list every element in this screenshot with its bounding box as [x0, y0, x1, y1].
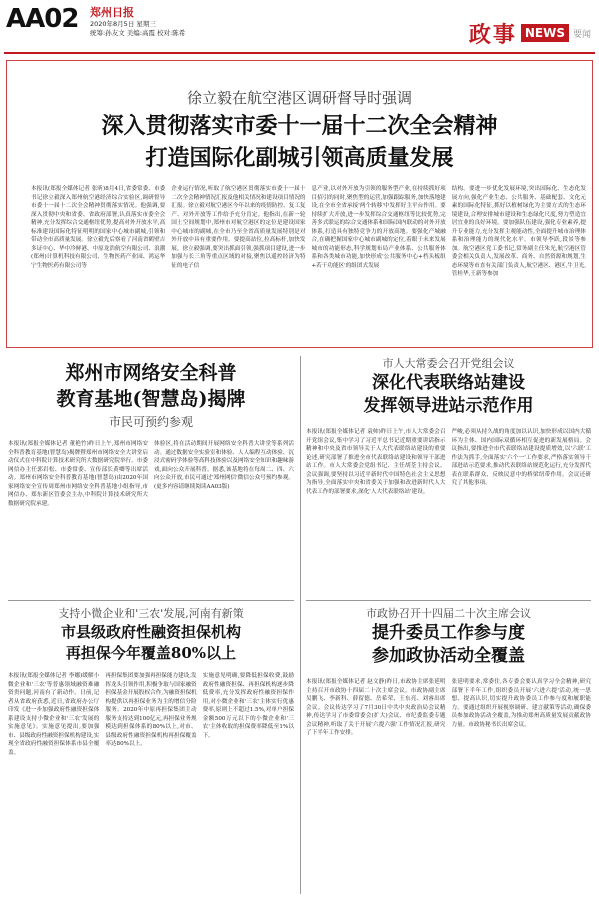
story-d-column: 本报讯(郑报全媒体记者 赵文静)昨日,市政协主席张延明主持召开市政协十四届二十次主席会议。市政协副主席吴鹏飞、李新科、薛留德、岳希荣、王东亮、刘睿出席会议。会议传达学习了7月30日中共中央政治局会议精神,传达学习了市委常委会(扩大)会议、市纪委监委专题会议精神,听取了关于开展'六提六强'工作情况汇报,研究了下半年工作安排。: [306, 679, 446, 736]
lead-column: 息产业,以对外开放为引领的服务型产业,在持续抓好项目招引的同时,聚焦型的运营,加强跟踪服务,加快落地建设,在全市全省承接'两个转移'中发挥好主平台作用。要持续扩大开放,进一步发挥综合交通枢纽等比较优势,完善多式联运的综合交通体系和国际国内联动的对外开放体系,打造具有独特竞争力的开放高地。要强化产城融合,在确把握国家中心城市副城的定位,着眼于未来发展城市的功能形态,科学规划布局产业体系、公共服务体系和各类城市功能,加快形成'公共服务中心+档头板组+若干功能区'的组团式发展: [311, 186, 446, 269]
dateline: [90, 20, 185, 38]
section-subtitle: 要闻: [572, 30, 591, 40]
section-title: 政事: [468, 22, 517, 48]
lead-column: 结构。要进一步优化发展环境,突出国际化、生态化发展方向,强化产业生态、公共服务、基础配套、文化元素的国际化特征,抓好以植树绿化为主要方式的生态环境建设,合理安排城市建设和生态绿化尺度,努力塑造宜居宜业的良好环境。要加强队伍建设,强化专业素养,提升专业能力,充分发挥主观能动性,全面提升城市治理体系和治理能力的现代化水平。市领导李跃,段景等参加。航空港区党工委书记,常务副主任朱光,航空港区管委会相关负责人,发展改革、商务、自然资源和规划,生态环境等市直有关部门负责人,航空港区、港区,牛卫光,管桂华,王新等参加: [451, 186, 586, 277]
column-divider: [300, 356, 301, 894]
header-rule: [4, 52, 595, 54]
story-b-column: 本报讯(郑报全媒体记者 袁帅)昨日上午,市人大常委会召开党组会议,集中学习了习近平总书记近期重要讲话指示精神和中央及省市领导关于人大代表联络站建设的重要论述,研究部署了推进全市代表联络站建设和领导干部进站工作。市人大常委会党组书记、主任胡荃主持会议。会议强调,要坚持以习近平新时代中国特色社会主义思想为指导,全面落实中央和省委关于加强和改进新时代人大代表工作的部署要求,深化'人大代表联络站'建设。: [306, 429, 446, 495]
section-divider: [306, 600, 591, 601]
story-b-kicker: 市人大常委会召开党组会议: [382, 357, 515, 370]
story-c-headline-1: 市县级政府性融资担保机构: [60, 623, 241, 641]
story-cppcc-meeting: [306, 606, 591, 896]
story-a-body: [8, 440, 294, 590]
story-c-column: 本报讯(郑报全媒体记者 李娜)缓解小微企业和'三农'等普惠领域融资难融资贵问题,河南有了新动作。日前,记者从省政府获悉,近日,省政府办公厅印发《进一步加强政府性融资担保体系建设支持小微企业和'三农'发展的实施意见》。实施意见提出,要加强市、县级政府性融资担保机构建设,实现全省政府性融资担保体系市县全覆盖。: [8, 673, 100, 756]
story-a-headline-2: 教育基地(智慧岛)揭牌: [56, 388, 246, 410]
section-badge: NEWS: [521, 24, 569, 42]
story-npc-liaison: [306, 356, 591, 594]
lead-body: [31, 185, 586, 343]
lead-kicker: 徐立毅在航空港区调研督导时强调: [186, 89, 412, 107]
story-network-security: [8, 356, 294, 594]
story-a-column: 体验区,将在活动期间开展网络安全科普大讲堂等系列活动。通过数据安全实验室和体验、人人编程互动体验、沉浸式密码学体验等高科技体验以及网络安全知识和趣味游戏,面向公众开展科普。据悉,该基地将在每周二、四、六向公众开放,市民可通过'郑州网信'微信公众号预约参观。(更多内容请继续阅读AA03版): [154, 441, 294, 490]
page-number: AA02: [6, 4, 79, 34]
story-b-column: 严峻,必须从持久战的角度加以认识,加快形成以国内大循环为主体、国内国际双循环相互促进的新发展格局。会议指出,要推进全市代表联络站建设提质增效,以'六联'工作法为抓手,全面落实'六个一'工作要求,严格落实领导干部进站示范要求,推动代表联络站规范化运行,充分发挥代表在联系群众、反映民意中的桥梁纽带作用。会议还研究了其他事项。: [451, 429, 591, 486]
story-c-column: 再担保集团要加强再担保能力建设,发挥龙头引领作用,积极争取与国家融资担保基金开展股权合作,为融资担保机构提供以再担保业务为主的增信分险服务。2020年中原再担保集团主动服务支持达到100亿元,再担保业务规模达到担保体系的80%以上,对市、县级政府性融资担保机构再担保覆盖率达80%以上。: [105, 673, 197, 747]
story-c-body: [8, 672, 294, 892]
story-d-body: [306, 678, 591, 892]
editor-credits: 统筹:孙友文 美编:高霞 校对:陈希: [90, 29, 186, 37]
lead-column: 企业运行情况,听取了航空港区贯彻落实市委十一届十二次全会精神情况汇报及他相关情况和建设项目情况的汇报。徐立毅对航空港区今年以来的疫情防控、复工复产、对外开放等工作给予充分肯定。他指出,在新一轮国土空间规划中,郑州市对航空港区的定位是建设国家中心城市的副城,在全市乃至全省高质量发展特别是对外开放中具有重要作用。要提高站位,拉高标杆,加快发展。徐立毅强调,要突出抓面引领,强抓项目建设,进一步加强与长三角等重点区域的对接,聚焦以遥控经济为特征的电子信: [171, 186, 306, 269]
story-c-kicker: 支持小微企业和'三农'发展,河南有新策: [58, 607, 244, 620]
page-header: [0, 0, 599, 54]
story-d-kicker: 市政协召开十四届二十次主席会议: [366, 607, 531, 620]
section-label: [469, 18, 591, 49]
story-b-headline-2: 发挥领导进站示范作用: [363, 396, 534, 416]
story-financing-guarantee: [8, 606, 294, 896]
story-b-headline-1: 深化代表联络站建设: [372, 373, 525, 393]
lead-headline-1: 深入贯彻落实市委十一届十二次全会精神: [101, 113, 498, 139]
story-a-column: 本报讯(郑报全媒体记者 董艳竹)昨日上午,郑州市网络安全科普教育基地(智慧岛)揭牌暨郑州市网络安全大讲堂启动仪式在中科院计算技术研究所大数据研究院举行。市委网信办主任郭岩松、市委常委、宣传部长黄卿等出席活动。郑州市网络安全科普教育基地(智慧岛)由2020年国家网络安全宣传周郑州市网络安全科普基地小组指导,市网信办、郑东新区管委会主办,中科院计算技术研究所大数据研究院承建。: [8, 441, 148, 507]
lead-column: 本报讯(郑报全媒体记者 张昕)8月4日,省委常委、市委书记徐立毅深入郑州航空港经济综合实验区,调研督导市委十一届十二次全会精神贯彻落实情况。他强调,要深入贯彻中央和省委、省政府部署,认真落实市委全会精神,充分发挥综合交通枢纽优势,提高对外开放水平,高标准建设国际化特征明明的国家中心城市副城,引领和带动全市高质量发展。徐立毅先后察看了河南省鹤壁吉多证中心、华中冷鲜港、中原龙浩航空有限公司、浪潮(郑州)计算机科技有限公司、生物医药产业园、鸿运华宁生物医药有限公司等: [31, 186, 166, 269]
lead-headline-2: 打造国际化副城引领高质量发展: [145, 145, 454, 171]
masthead-logo: 郑州日报: [90, 6, 134, 19]
section-divider: [8, 600, 294, 601]
lead-story: [6, 60, 593, 348]
story-d-headline-2: 参加政协活动全覆盖: [372, 646, 525, 666]
story-c-headline-2: 再担保今年覆盖80%以上: [65, 644, 237, 662]
story-a-headline-1: 郑州市网络安全科普: [65, 362, 237, 384]
issue-date: 2020年8月5日 星期三: [90, 20, 156, 28]
story-d-headline-1: 提升委员工作参与度: [372, 623, 525, 643]
story-b-body: [306, 428, 591, 590]
story-c-column: 实施意见明确,要降低担保收费,鼓励政府性融资担保、再担保机构逐步降低费率,充分发挥政府性融资担保作用,对小微企业和'三农'主体实行优惠费率,原则上不超过1.5%,对单户担保金额500万元以下的小微企业和'三农'主体收取的担保费率降低至1%以下。: [202, 673, 294, 739]
story-a-subhead: 市民可预约参观: [108, 415, 193, 429]
story-d-column: 张延明要求,常委住,各专委会要认真学习全会精神,研究部署下半年工作,组织委员开展'六进六提'活动,统一思想、提高认识,切实提升政协委员工作参与度和履职能力。要通过组织开展视察调研、建言献策等活动,确保委员参加政协活动全覆盖,为推动郑州高质量发展贡献政协力量。市政协秘书长出席会议。: [451, 679, 591, 728]
